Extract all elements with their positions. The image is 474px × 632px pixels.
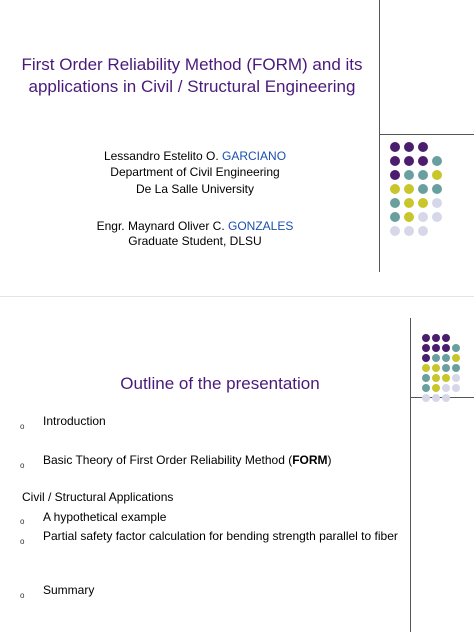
decorative-dot <box>422 394 430 402</box>
outline-item-partial-safety-factor: Partial safety factor calculation for bending strength parallel to fiber <box>43 529 398 543</box>
author-surname: GARCIANO <box>222 149 287 163</box>
decorative-dot <box>432 354 440 362</box>
decorative-dot <box>432 198 442 208</box>
outline-slide <box>0 318 474 632</box>
slide-title: Outline of the presentation <box>120 374 320 393</box>
decorative-dot <box>442 344 450 352</box>
outline-item-summary: Summary <box>43 583 95 597</box>
bullet-icon: o <box>20 537 25 546</box>
decorative-dot <box>390 198 400 208</box>
bullet-icon: o <box>20 517 25 526</box>
decorative-dot <box>432 364 440 372</box>
decorative-dot <box>432 384 440 392</box>
coauthor-name: Engr. Maynard Oliver C. <box>96 219 229 233</box>
item-text: Basic Theory of First Order Reliability Method ( <box>43 453 293 467</box>
decorative-dot <box>404 170 414 180</box>
title-slide <box>0 0 474 297</box>
decorative-dot <box>442 394 450 402</box>
decorative-dot <box>422 384 430 392</box>
decorative-dot <box>390 226 400 236</box>
decorative-dot <box>442 384 450 392</box>
decorative-dot <box>422 374 430 382</box>
bullet-icon: o <box>20 591 25 600</box>
decorative-dot <box>432 184 442 194</box>
coauthor-surname: GONZALES <box>228 219 294 233</box>
decorative-dot <box>452 384 460 392</box>
decorative-dot <box>418 212 428 222</box>
decorative-dot <box>404 156 414 166</box>
decorative-dot <box>452 374 460 382</box>
decorative-dot <box>452 354 460 362</box>
decorative-dot <box>418 184 428 194</box>
decorative-dot <box>390 156 400 166</box>
decorative-dot <box>390 184 400 194</box>
coauthor-line <box>0 218 390 234</box>
bullet-icon: o <box>20 422 25 431</box>
author-line-1 <box>0 148 390 164</box>
author-affiliation-university: De La Salle University <box>135 182 255 196</box>
horizontal-rule <box>379 134 474 135</box>
decorative-dot <box>418 142 428 152</box>
decorative-dot <box>404 212 414 222</box>
decorative-dot <box>432 212 442 222</box>
decorative-dot <box>418 156 428 166</box>
decorative-dot <box>442 334 450 342</box>
author-affiliation-department: Department of Civil Engineering <box>110 165 280 179</box>
decorative-dot <box>404 226 414 236</box>
decorative-dot <box>404 198 414 208</box>
decorative-dot <box>442 354 450 362</box>
decorative-dot <box>432 394 440 402</box>
decorative-dot <box>422 344 430 352</box>
outline-item-hypothetical-example: A hypothetical example <box>43 510 167 524</box>
decorative-dot <box>432 170 442 180</box>
decorative-dot <box>404 184 414 194</box>
section-heading: Civil / Structural Applications <box>22 490 174 504</box>
item-text-end: ) <box>327 453 332 467</box>
decorative-dot <box>390 170 400 180</box>
decorative-dot <box>432 344 440 352</box>
decorative-dot <box>452 364 460 372</box>
decorative-dot <box>418 198 428 208</box>
decorative-dot <box>432 334 440 342</box>
decorative-dot <box>432 156 442 166</box>
outline-item-introduction: Introduction <box>43 414 106 428</box>
bullet-icon: o <box>20 461 25 470</box>
outline-item-basic-theory <box>43 452 403 468</box>
decorative-dot <box>404 142 414 152</box>
decorative-dot <box>418 170 428 180</box>
decorative-dot <box>422 334 430 342</box>
coauthor-affiliation: Graduate Student, DLSU <box>128 234 262 248</box>
decorative-dot <box>422 364 430 372</box>
decorative-dot <box>442 374 450 382</box>
decorative-dot <box>390 212 400 222</box>
decorative-dot <box>418 226 428 236</box>
decorative-dot <box>432 374 440 382</box>
slide-title: First Order Reliability Method (FORM) and its applications in Civil / Structural Engineering <box>21 55 363 96</box>
decorative-dot <box>390 142 400 152</box>
decorative-dot <box>422 354 430 362</box>
item-bold-text: FORM <box>292 453 328 467</box>
author-name: Lessandro Estelito O. <box>103 149 223 163</box>
vertical-rule <box>410 318 411 632</box>
decorative-dot <box>442 364 450 372</box>
decorative-dot <box>452 344 460 352</box>
